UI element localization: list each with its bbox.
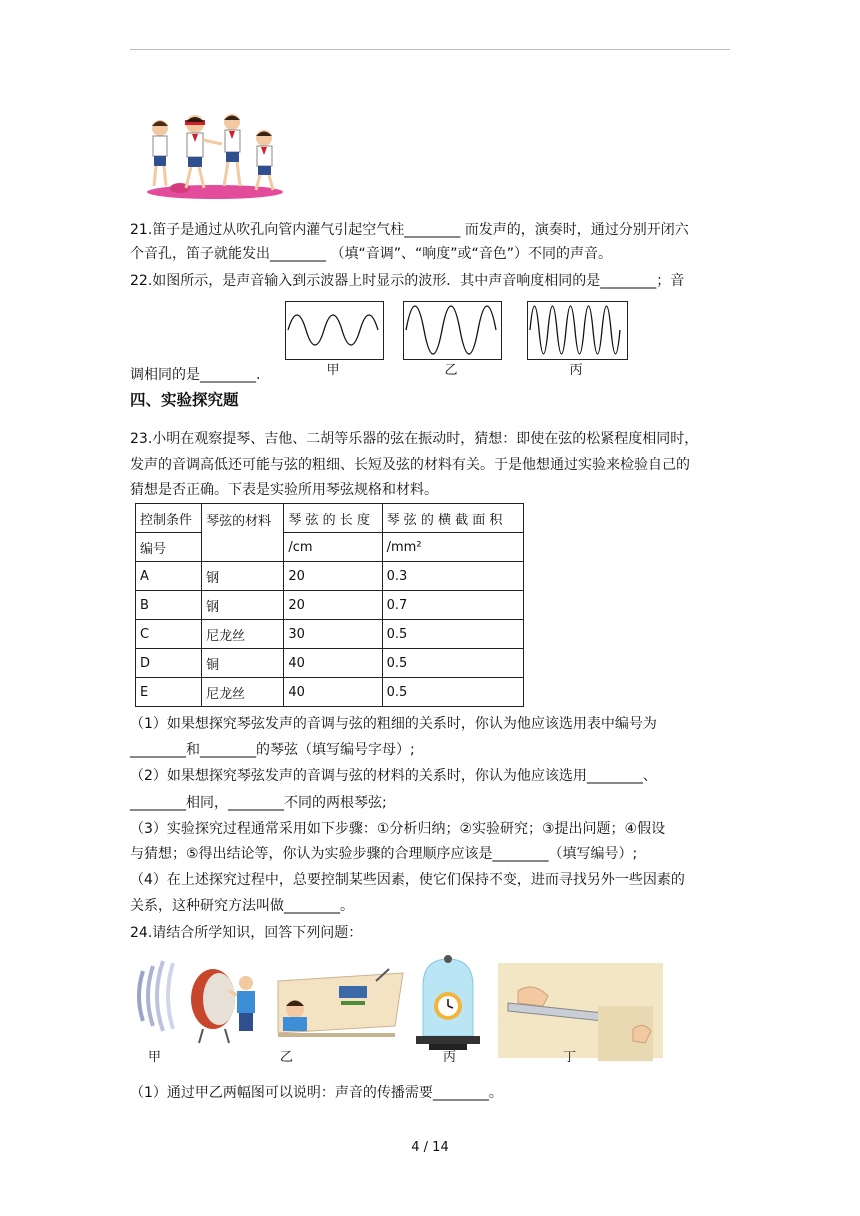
section-title: 四、实验探究题 — [130, 391, 239, 409]
table-cell: A — [136, 562, 202, 591]
children-game-illustration — [140, 110, 286, 204]
table-header-cell: 琴弦的材料 — [202, 504, 284, 562]
q21-line1: 21.笛子是通过从吹孔向管内灌气引起空气柱________ 而发声的，演奏时，通过分别开闭六 — [130, 222, 689, 238]
q23-line3: 猜想是否正确。下表是实验所用琴弦规格和材料。 — [130, 482, 438, 498]
table-row — [136, 678, 524, 707]
table-cell: 铜 — [202, 649, 284, 678]
waveform-bing — [527, 301, 628, 360]
table-cell: 0.3 — [382, 562, 523, 591]
table-header-cell: 琴 弦 的 横 截 面 积 — [382, 504, 523, 533]
table-header-cell: /cm — [284, 533, 382, 562]
header-rule — [130, 49, 730, 50]
table-cell: 尼龙丝 — [202, 620, 284, 649]
q23-sub4-line2: 关系，这种研究方法叫做________。 — [130, 898, 354, 914]
table-cell: 40 — [284, 649, 382, 678]
q24-sub1: （1）通过甲乙两幅图可以说明：声音的传播需要________。 — [130, 1085, 503, 1101]
waveform-jia — [285, 301, 384, 360]
page-number: 4 / 14 — [411, 1140, 449, 1155]
table-row — [136, 649, 524, 678]
table-row — [136, 591, 524, 620]
sound-experiments-illustration — [133, 951, 663, 1071]
table-cell: 0.5 — [382, 678, 523, 707]
illustration-label-ding: 丁 — [563, 1050, 577, 1065]
q23-sub3-line1: （3）实验探究过程通常采用如下步骤：①分析归纳；②实验研究；③提出问题；④假设 — [130, 821, 666, 837]
q23-sub4-line1: （4）在上述探究过程中，总要控制某些因素，使它们保持不变，进而寻找另外一些因素的 — [130, 872, 685, 888]
table-header-row — [136, 504, 524, 533]
q22-line1: 22.如图所示，是声音输入到示波器上时显示的波形．其中声音响度相同的是________；音 — [130, 273, 685, 289]
table-cell: 0.7 — [382, 591, 523, 620]
table-cell: 钢 — [202, 591, 284, 620]
table-header-row — [136, 533, 524, 562]
table-header-cell: /mm² — [382, 533, 523, 562]
q23-sub2-line2: ________相同，________不同的两根琴弦; — [130, 795, 387, 811]
q23-line2: 发声的音调高低还可能与弦的粗细、长短及弦的材料有关。于是他想通过实验来检验自己的 — [130, 457, 690, 473]
q23-sub1-line1: （1）如果想探究琴弦发声的音调与弦的粗细的关系时，你认为他应该选用表中编号为 — [130, 716, 657, 732]
table-cell: 30 — [284, 620, 382, 649]
table-cell: C — [136, 620, 202, 649]
illustration-label-yi: 乙 — [280, 1050, 294, 1065]
panel-bing-bell-jar — [416, 955, 480, 1050]
table-header-cell: 编号 — [136, 533, 202, 562]
illustration-label-bing: 丙 — [443, 1050, 457, 1065]
waveform-label-yi: 乙 — [444, 363, 458, 378]
table-cell: 0.5 — [382, 620, 523, 649]
q23-sub3-line2: 与猜想；⑤得出结论等，你认为实验步骤的合理顺序应该是________（填写编号）; — [130, 846, 638, 862]
table-cell: 20 — [284, 562, 382, 591]
panel-ding-ruler — [498, 963, 663, 1061]
q22-line2: 调相同的是________. — [130, 367, 261, 383]
table-cell: 0.5 — [382, 649, 523, 678]
q23-line1: 23.小明在观察提琴、吉他、二胡等乐器的弦在振动时，猜想：即使在弦的松紧程度相同时， — [130, 431, 699, 447]
table-cell: 20 — [284, 591, 382, 620]
waveform-label-bing: 丙 — [569, 363, 583, 378]
table-cell: D — [136, 649, 202, 678]
q24-line1: 24.请结合所学知识，回答下列问题： — [130, 925, 363, 941]
table-cell: 尼龙丝 — [202, 678, 284, 707]
table-cell: B — [136, 591, 202, 620]
q21-line2: 个音孔，笛子就能发出________ （填“音调”、“响度”或“音色”）不同的声音。 — [130, 246, 612, 262]
table-header-cell: 琴 弦 的 长 度 — [284, 504, 382, 533]
table-row — [136, 562, 524, 591]
table-header-cell: 控制条件 — [136, 504, 202, 533]
waveform-label-jia: 甲 — [326, 363, 340, 378]
waveform-yi — [403, 301, 502, 360]
table-cell: 钢 — [202, 562, 284, 591]
illustration-label-jia: 甲 — [148, 1050, 162, 1065]
table-row — [136, 620, 524, 649]
string-spec-table — [135, 503, 524, 707]
q23-sub1-line2: ________和________的琴弦（填写编号字母）; — [130, 742, 415, 758]
panel-jia-drum — [139, 961, 255, 1043]
table-cell: E — [136, 678, 202, 707]
q23-sub2-line1: （2）如果想探究琴弦发声的音调与弦的材料的关系时，你认为他应该选用________、 — [130, 768, 657, 784]
table-cell: 40 — [284, 678, 382, 707]
panel-yi-desk — [278, 969, 403, 1037]
